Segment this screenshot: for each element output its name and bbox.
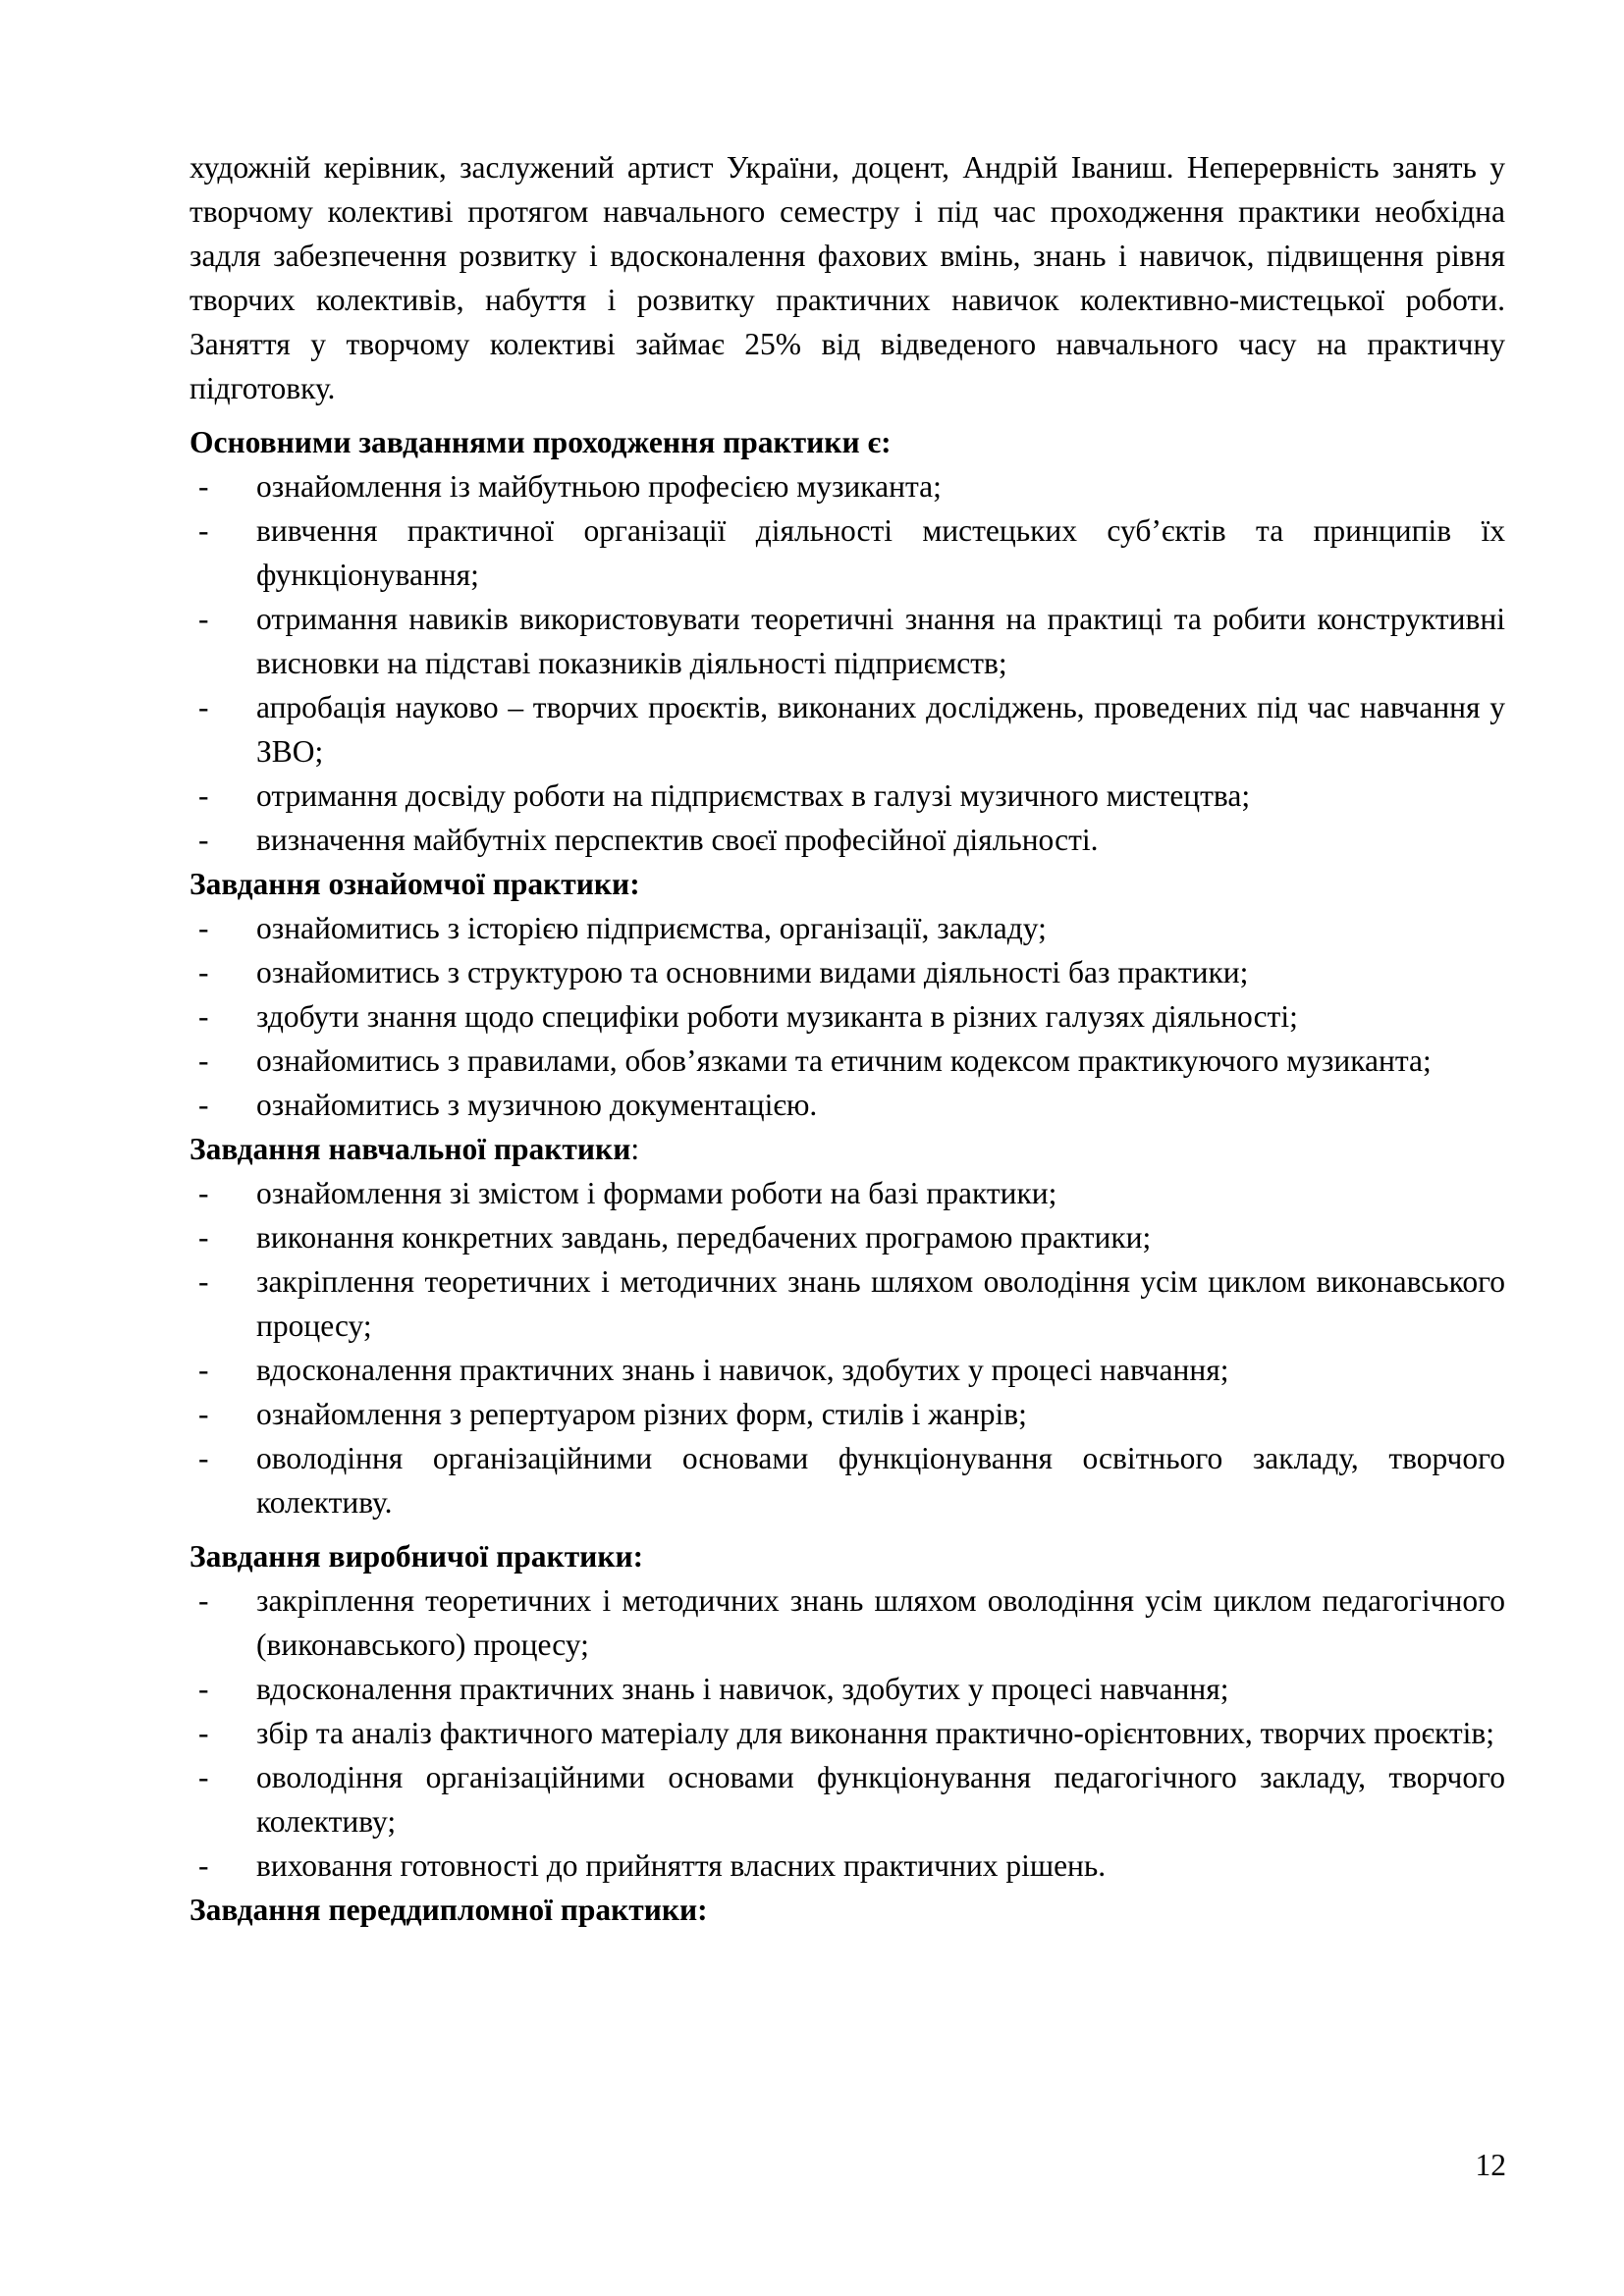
list-item (189, 1755, 1505, 1843)
bullet-dash-icon: - (198, 1397, 209, 1431)
list-item-text: оволодіння організаційними основами функціонування педагогічного закладу, творчого колективу; (256, 1760, 1505, 1839)
section-heading-3-tail: : (630, 1132, 640, 1166)
bullet-dash-icon: - (198, 1441, 209, 1475)
section-list-2 (189, 906, 1505, 1127)
list-item-text: ознайомлення із майбутньою професією музиканта; (256, 469, 942, 504)
bullet-dash-icon: - (198, 911, 209, 945)
list-item-text: виконання конкретних завдань, передбачених програмою практики; (256, 1220, 1152, 1255)
bullet-dash-icon: - (198, 778, 209, 813)
list-item (189, 1039, 1505, 1083)
bullet-dash-icon: - (198, 690, 209, 724)
list-item (189, 774, 1505, 818)
list-item (189, 1436, 1505, 1524)
list-item-text: ознайомитись з правилами, обов’язками та етичним кодексом практикуючого музиканта; (256, 1043, 1432, 1078)
section-list-1 (189, 464, 1505, 862)
list-item-text: ознайомитись з структурою та основними видами діяльності баз практики; (256, 955, 1249, 989)
bullet-dash-icon: - (198, 513, 209, 548)
bullet-dash-icon: - (198, 999, 209, 1034)
section-heading-4 (189, 1534, 1505, 1578)
bullet-dash-icon: - (198, 1264, 209, 1299)
bullet-dash-icon: - (198, 1088, 209, 1122)
section-heading-4-text: Завдання виробничої практики: (189, 1539, 644, 1574)
section-spacer (189, 410, 1505, 420)
section-heading-5 (189, 1888, 1505, 1932)
page-number: 12 (1475, 2148, 1506, 2182)
bullet-dash-icon: - (198, 823, 209, 857)
bullet-dash-icon: - (198, 1043, 209, 1078)
bullet-dash-icon: - (198, 1716, 209, 1750)
list-item-text: ознайомлення зі змістом і формами роботи на базі практики; (256, 1176, 1057, 1210)
list-item-text: визначення майбутніх перспектив своєї професійної діяльності. (256, 823, 1099, 857)
list-item (189, 950, 1505, 994)
section-list-3 (189, 1171, 1505, 1524)
list-item-text: ознайомитись з музичною документацією. (256, 1088, 818, 1122)
list-item-text: оволодіння організаційними основами функціонування освітнього закладу, творчого колективу. (256, 1441, 1505, 1520)
list-item-text: вдосконалення практичних знань і навичок, здобутих у процесі навчання; (256, 1672, 1229, 1706)
list-item (189, 1348, 1505, 1392)
bullet-dash-icon: - (198, 469, 209, 504)
bullet-dash-icon: - (198, 602, 209, 636)
section-heading-5-text: Завдання переддипломної практики: (189, 1893, 708, 1927)
list-item-text: виховання готовності до прийняття власних практичних рішень. (256, 1848, 1107, 1883)
list-item-text: отримання досвіду роботи на підприємствах в галузі музичного мистецтва; (256, 778, 1251, 813)
bullet-dash-icon: - (198, 1353, 209, 1387)
page-content (189, 145, 1505, 1932)
section-heading-1 (189, 420, 1505, 464)
list-item-text: збір та аналіз фактичного матеріалу для виконання практично-орієнтовних, творчих проєктів; (256, 1716, 1495, 1750)
section-heading-3 (189, 1127, 1505, 1171)
list-item (189, 1171, 1505, 1215)
list-item (189, 1215, 1505, 1259)
list-item-text: ознайомлення з репертуаром різних форм, стилів і жанрів; (256, 1397, 1027, 1431)
list-item (189, 994, 1505, 1039)
section-spacer (189, 1524, 1505, 1534)
bullet-dash-icon: - (198, 1583, 209, 1618)
list-item (189, 685, 1505, 774)
list-item-text: ознайомитись з історією підприємства, організації, закладу; (256, 911, 1047, 945)
list-item-text: здобути знання щодо специфіки роботи музиканта в різних галузях діяльності; (256, 999, 1298, 1034)
list-item (189, 1259, 1505, 1348)
intro-paragraph: художній керівник, заслужений артист України, доцент, Андрій Іваниш. Неперервність занять у творчому колективі протягом навчального семестру і під час проходження практики необхідна задля забезпечення розвитку і вдосконалення фахових вмінь, знань і навичок, підвищення рівня творчих колективів, набуття і розвитку практичних навичок колективно-мистецької роботи. Заняття у творчому колективі займає 25% від відведеного навчального часу на практичну підготовку. (189, 150, 1505, 405)
list-item-text: апробація науково – творчих проєктів, виконаних досліджень, проведених під час навчання у ЗВО; (256, 690, 1505, 769)
list-item (189, 906, 1505, 950)
section-heading-3-text: Завдання навчальної практики (189, 1132, 631, 1166)
section-list-4 (189, 1578, 1505, 1888)
bullet-dash-icon: - (198, 1176, 209, 1210)
list-item (189, 818, 1505, 862)
list-item-text: закріплення теоретичних і методичних знань шляхом оволодіння усім циклом педагогічного (виконавського) процесу; (256, 1583, 1505, 1662)
bullet-dash-icon: - (198, 1848, 209, 1883)
list-item (189, 1083, 1505, 1127)
bullet-dash-icon: - (198, 955, 209, 989)
bullet-dash-icon: - (198, 1220, 209, 1255)
bullet-dash-icon: - (198, 1760, 209, 1794)
list-item (189, 1578, 1505, 1667)
section-heading-2-text: Завдання ознайомчої практики: (189, 867, 640, 901)
list-item-text: закріплення теоретичних і методичних знань шляхом оволодіння усім циклом виконавського процесу; (256, 1264, 1505, 1343)
list-item (189, 1392, 1505, 1436)
list-item (189, 1843, 1505, 1888)
list-item-text: вивчення практичної організації діяльності мистецьких суб’єктів та принципів їх функціонування; (256, 513, 1505, 592)
list-item (189, 597, 1505, 685)
bullet-dash-icon: - (198, 1672, 209, 1706)
list-item-text: отримання навиків використовувати теоретичні знання на практиці та робити конструктивні висновки на підставі показників діяльності підприємств; (256, 602, 1505, 680)
list-item (189, 508, 1505, 597)
list-item-text: вдосконалення практичних знань і навичок, здобутих у процесі навчання; (256, 1353, 1229, 1387)
list-item (189, 1667, 1505, 1711)
list-item (189, 464, 1505, 508)
list-item (189, 1711, 1505, 1755)
section-heading-1-text: Основними завданнями проходження практики є: (189, 425, 892, 459)
section-heading-2 (189, 862, 1505, 906)
